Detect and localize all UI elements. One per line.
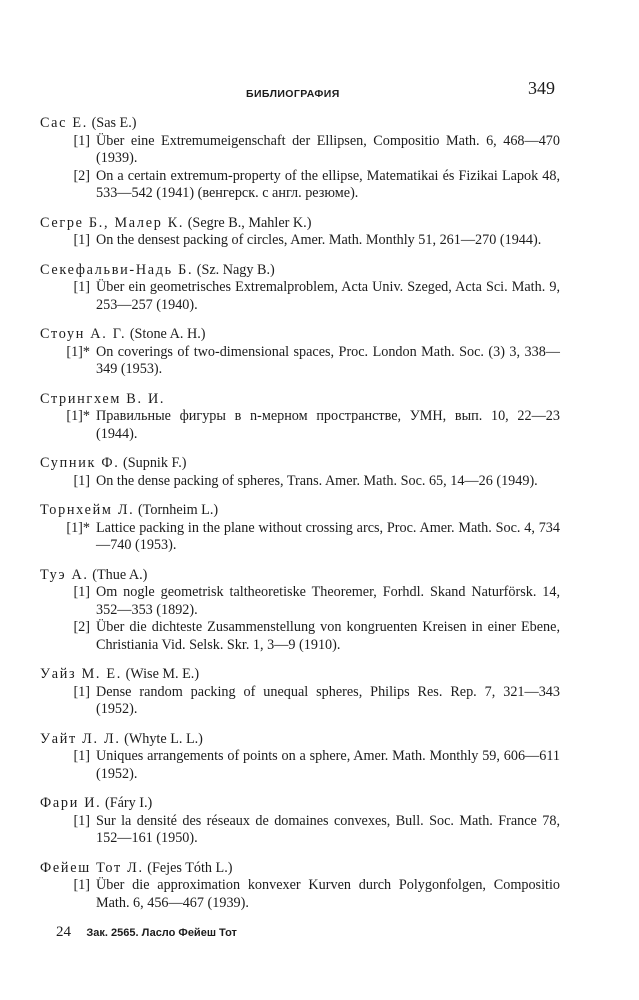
author-name-russian: Уайз М. Е. (40, 666, 123, 682)
entry-author (40, 391, 560, 409)
reference-item (40, 877, 560, 912)
reference-number: [1] (73, 279, 90, 295)
reference-text: Über die approximation konvexer Kurven durch Polygonfolgen, Compositio Math. 6, 456—467 (1939). (96, 877, 560, 911)
entry-author (40, 666, 560, 684)
reference-text: Über eine Extremumeigenschaft der Ellipsen, Compositio Math. 6, 468—470 (1939). (96, 132, 560, 166)
bibliography-entry (40, 666, 560, 719)
reference-item (40, 619, 560, 654)
bibliography-entry (40, 731, 560, 784)
reference-item (40, 584, 560, 619)
bibliography-entry (40, 502, 560, 555)
reference-item (40, 232, 560, 250)
reference-number: [1] (73, 232, 90, 248)
reference-text: On the densest packing of circles, Amer. Math. Monthly 51, 261—270 (1944). (96, 232, 542, 248)
author-name-russian: Стоун А. Г. (40, 326, 127, 342)
author-name-latin: (Fáry I.) (104, 795, 153, 811)
reference-item (40, 473, 560, 491)
author-name-latin: (Wise M. E.) (125, 666, 200, 682)
author-name-latin: (Sas E.) (91, 115, 137, 131)
reference-item (40, 133, 560, 168)
entry-author (40, 731, 560, 749)
reference-number: [2] (73, 167, 90, 184)
author-name-russian: Фари И. (40, 795, 102, 811)
author-name-russian: Супник Ф. (40, 455, 120, 471)
reference-number: [1] (73, 472, 90, 489)
signature-number: 24 (56, 924, 71, 940)
reference-text: Dense random packing of unequal spheres, Philips Res. Rep. 7, 321—343 (1952). (96, 683, 560, 717)
author-name-russian: Сегре Б., Малер К. (40, 214, 185, 231)
section-title: БИБЛИОГРАФИЯ (246, 88, 340, 100)
entry-author (40, 326, 560, 344)
bibliography-entry (40, 262, 560, 315)
reference-text: Om nogle geometrisk taltheoretiske Theoremer, Forhdl. Skand Naturförsk. 14, 352—353 (1892). (96, 584, 560, 618)
entry-author (40, 455, 560, 473)
reference-text: Правильные фигуры в n-мерном пространстве, УМН, вып. 10, 22—23 (1944). (96, 408, 560, 442)
author-name-latin: (Segre B., Mahler K.) (187, 214, 312, 231)
bibliography-entry (40, 567, 560, 655)
reference-text: Über die dichteste Zusammenstellung von kongruenten Kreisen in einer Ebene, Christiania Vid. Selsk. Skr. 1, 3—9 (1910). (96, 619, 560, 653)
reference-item (40, 813, 560, 848)
printer-signature (56, 924, 237, 941)
author-name-russian: Туэ А. (40, 566, 89, 583)
reference-text: Über ein geometrisches Extremalproblem, Acta Univ. Szeged, Acta Sci. Math. 9, 253—257 (1940). (96, 279, 560, 313)
bibliography-entry (40, 215, 560, 250)
author-name-latin: (Supnik F.) (123, 455, 187, 471)
author-name-latin: (Fejes Tóth L.) (147, 859, 233, 876)
reference-text: Uniques arrangements of points on a sphere, Amer. Math. Monthly 59, 606—611 (1952). (96, 748, 560, 782)
bibliography-list (40, 115, 560, 924)
page-number: 349 (528, 78, 555, 98)
reference-text: On coverings of two-dimensional spaces, Proc. London Math. Soc. (3) 3, 338—349 (1953). (96, 343, 560, 377)
entry-author (40, 262, 560, 280)
author-name-russian: Торнхейм Л. (40, 502, 135, 518)
reference-number: [1]* (66, 343, 90, 360)
author-name-russian: Сас Е. (40, 115, 89, 131)
reference-number: [1] (73, 812, 90, 829)
reference-item (40, 279, 560, 314)
entry-author (40, 215, 560, 233)
author-name-latin: (Tornheim L.) (137, 502, 219, 518)
author-name-russian: Уайт Л. Л. (40, 730, 121, 747)
reference-text: Sur la densité des réseaux de domaines convexes, Bull. Soc. Math. France 78, 152—161 (1950). (96, 812, 560, 846)
reference-number: [1]* (66, 519, 90, 536)
bibliography-entry (40, 860, 560, 913)
reference-text: Lattice packing in the plane without crossing arcs, Proc. Amer. Math. Soc. 4, 734—740 (1953). (96, 519, 560, 553)
entry-author (40, 795, 560, 813)
reference-number: [1] (73, 877, 90, 893)
author-name-latin: (Stone A. H.) (129, 326, 206, 342)
author-name-latin: (Whyte L. L.) (124, 730, 203, 747)
author-name-russian: Секефальви-Надь Б. (40, 261, 194, 278)
reference-number: [1] (73, 748, 90, 764)
reference-item (40, 408, 560, 443)
reference-number: [2] (73, 619, 90, 635)
author-name-russian: Стрингхем В. И. (40, 390, 166, 407)
bibliography-entry (40, 455, 560, 490)
reference-item (40, 520, 560, 555)
author-name-russian: Фейеш Тот Л. (40, 859, 144, 876)
imprint-line: Зак. 2565. Ласло Фейеш Тот (86, 927, 237, 939)
reference-text: On the dense packing of spheres, Trans. Amer. Math. Soc. 65, 14—26 (1949). (96, 472, 538, 489)
reference-number: [1]* (66, 408, 90, 424)
entry-author (40, 860, 560, 878)
entry-author (40, 502, 560, 520)
bibliography-entry (40, 115, 560, 203)
entry-author (40, 115, 560, 133)
reference-number: [1] (73, 132, 90, 149)
reference-item (40, 748, 560, 783)
bibliography-entry (40, 326, 560, 379)
author-name-latin: (Sz. Nagy B.) (196, 261, 275, 278)
reference-number: [1] (73, 584, 90, 600)
reference-item (40, 684, 560, 719)
running-header (0, 78, 639, 104)
reference-item (40, 168, 560, 203)
author-name-latin: (Thue A.) (92, 566, 148, 583)
bibliography-entry (40, 391, 560, 444)
reference-number: [1] (73, 683, 90, 700)
entry-author (40, 567, 560, 585)
reference-text: On a certain extremum-property of the ellipse, Matematikai és Fizikai Lapok 48, 533—542 (1941) (венгерск. с англ. резюме). (96, 167, 560, 201)
reference-item (40, 344, 560, 379)
bibliography-entry (40, 795, 560, 848)
